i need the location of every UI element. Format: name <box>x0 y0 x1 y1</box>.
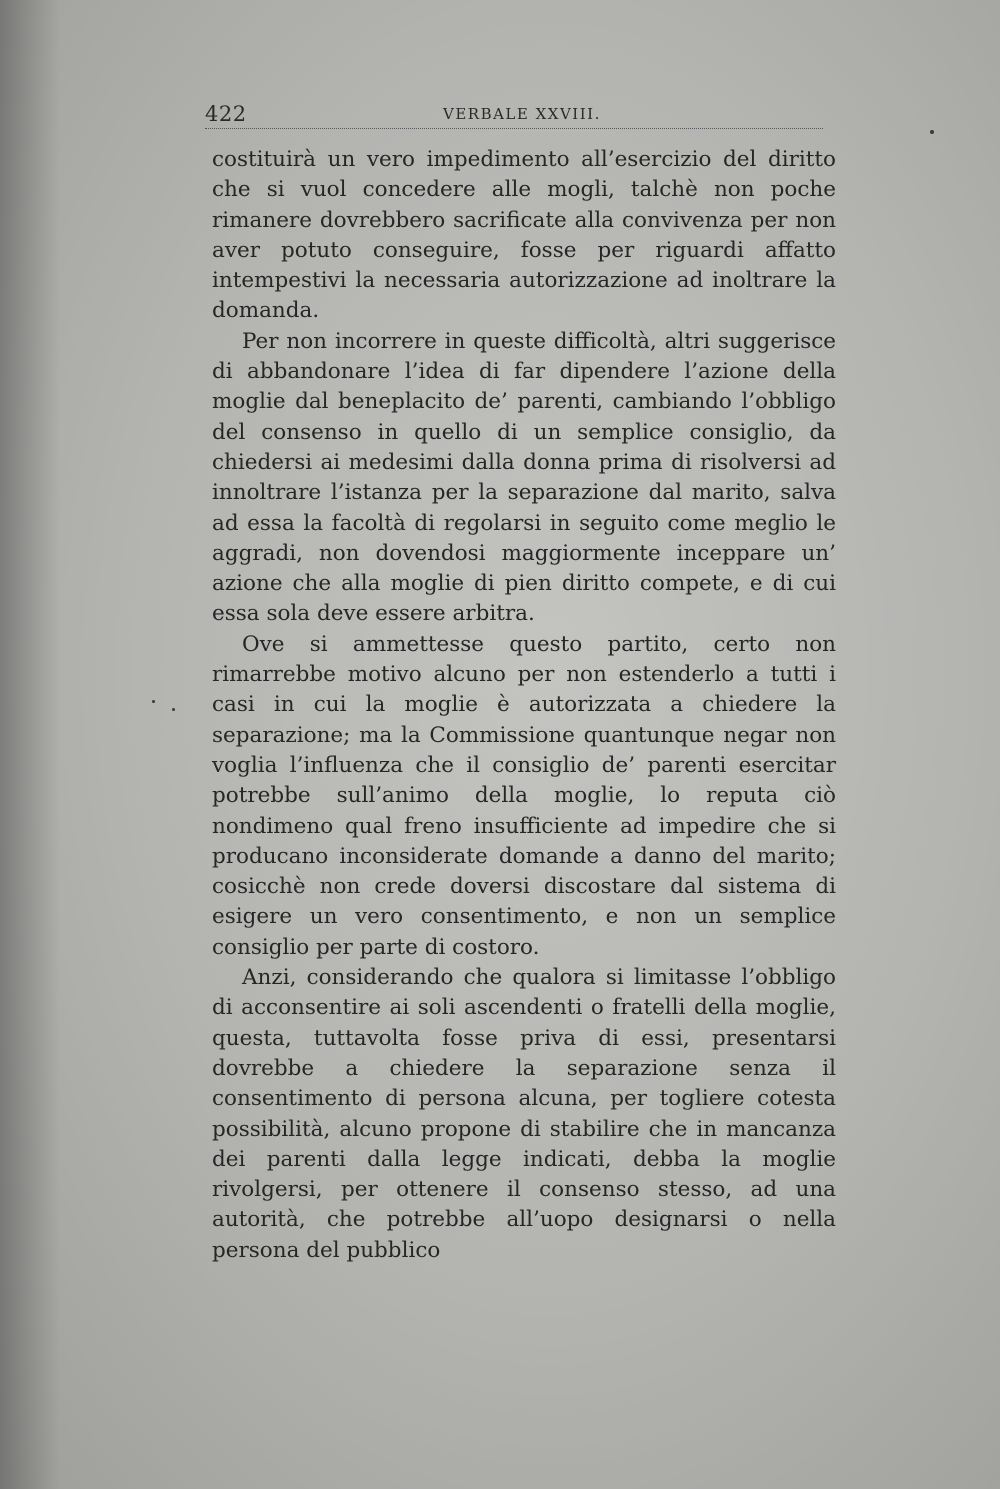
paragraph: Anzi, considerando che qualora si limitasse l’obbligo di acconsentire ai soli ascendenti o fratelli della moglie, questa, tuttavolta fosse priva di essi, presentarsi dovrebbe a chiedere la separazione senza il consentimento di persona alcuna, per togliere cotesta possibilità, alcuno propone di stabilire che in mancanza dei parenti dalla legge indicati, debba la moglie rivolgersi, per ottenere il consenso stesso, ad una autorità, che potrebbe all’uopo designarsi o nella persona del pubblico <box>212 965 836 1263</box>
paper-speck <box>172 708 175 711</box>
body-text <box>212 145 836 1266</box>
paper-speck <box>930 130 934 134</box>
header-rule <box>205 128 823 129</box>
running-head: VERBALE XXVIII. <box>443 105 601 123</box>
page-number: 422 <box>205 102 247 126</box>
paper-speck <box>152 700 155 703</box>
paragraph: Per non incorrere in queste difficoltà, altri suggerisce di abbandonare l’idea di far dipendere l’azione della moglie dal beneplacito de’ parenti, cambiando l’obbligo del consenso in quello di un semplice consiglio, da chiedersi ai medesimi dalla donna prima di risolversi ad innoltrare l’istanza per la separazione dal marito, salva ad essa la facoltà di regolarsi in seguito come meglio le aggradi, non dovendosi maggiormente inceppare un’ azione che alla moglie di pien diritto compete, e di cui essa sola deve essere arbitra. <box>212 328 836 627</box>
spine-shadow <box>0 0 60 1489</box>
paragraph: Ove si ammettesse questo partito, certo non rimarrebbe motivo alcuno per non estenderlo a tutti i casi in cui la moglie è autorizzata a chiedere la separazione; ma la Commissione quantunque negar non voglia l’influenza che il consiglio de’ parenti esercitar potrebbe sull’animo della moglie, lo reputa ciò nondimeno qual freno insufficiente ad impedire che si producano inconsiderate domande a danno del marito; cosicchè non crede doversi discostare dal sistema di esigere un vero consentimento, e non un semplice consiglio per parte di costoro. <box>212 631 836 960</box>
paragraph-continuation: costituirà un vero impedimento all’esercizio del diritto che si vuol concedere alle mogli, talchè non poche rimanere dovrebbero sacrificate alla convivenza per non aver potuto conseguire, fosse per riguardi affatto intempestivi la necessaria autorizzazione ad inoltrare la domanda. <box>212 147 836 324</box>
page-header <box>205 100 823 126</box>
